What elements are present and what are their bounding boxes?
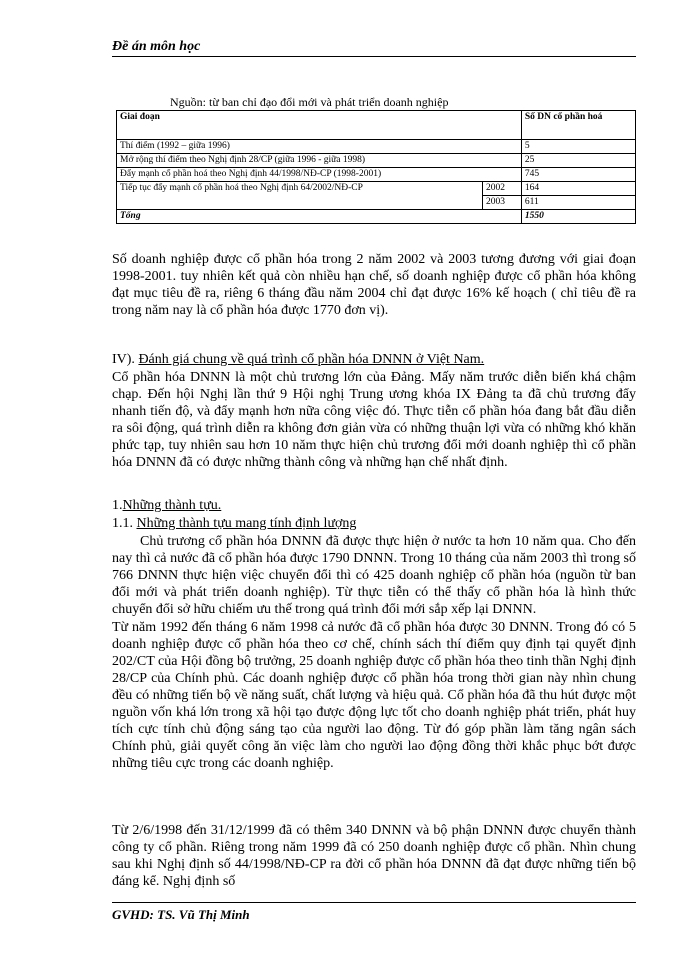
privatization-table bbox=[116, 110, 636, 224]
row-stage: Đẩy mạnh cổ phần hoá theo Nghị định 44/1998/NĐ-CP (1998-2001) bbox=[117, 168, 522, 182]
table-header-row bbox=[117, 111, 636, 140]
paragraph-1998-1999: Từ 2/6/1998 đến 31/12/1999 đã có thêm 340 DNNN và bộ phận DNNN được chuyển thành công ty cổ phần. Riêng trong năm 1999 đã có 250 doanh nghiệp được cổ phần. Nhìn chung sau khi Nghị định số 44/1998/NĐ-CP ra đời cổ phần hóa DNNN đã đạt được những tiến bộ đáng kể. Nghị định số bbox=[112, 823, 636, 889]
section-number: IV). bbox=[112, 352, 139, 367]
section-heading-iv bbox=[112, 351, 636, 368]
page-header: Đề án môn học bbox=[112, 39, 636, 57]
table-row bbox=[117, 140, 636, 154]
row-stage: Mở rộng thí điểm theo Nghị định 28/CP (giữa 1996 - giữa 1998) bbox=[117, 154, 522, 168]
table-row bbox=[117, 182, 636, 196]
page-footer: GVHD: TS. Vũ Thị Minh bbox=[112, 902, 636, 923]
heading-quantitative bbox=[112, 515, 636, 532]
heading-title: Những thành tựu mang tính định lượng bbox=[136, 516, 357, 531]
header-count: Số DN cổ phần hoá bbox=[521, 111, 635, 140]
row-count: 164 bbox=[521, 182, 635, 196]
total-value: 1550 bbox=[521, 210, 635, 224]
table-caption: Nguồn: từ ban chỉ đạo đổi mới và phát triển doanh nghiệp bbox=[170, 95, 449, 109]
header-stage: Giai đoạn bbox=[117, 111, 522, 140]
total-label: Tổng bbox=[117, 210, 522, 224]
heading-number: 1. bbox=[112, 498, 123, 513]
heading-title: Những thành tựu. bbox=[122, 498, 222, 513]
paragraph-results: Chủ trương cổ phần hóa DNNN đã được thực hiện ở nước ta hơn 10 năm qua. Cho đến nay thì cả nước đã cổ phần hóa được 1790 DNNN. Trong 10 tháng của năm 2003 thì trong số 766 DNNN thực hiện việc chuyển đổi thì có 425 doanh nghiệp cổ phần hóa (nguồn từ ban đổi mới và phát triển doanh nghiệp). Từ thực tiễn có thể thấy cổ phần hóa là hình thức chuyển đổi sở hữu chiếm ưu thế trong quá trình đổi mới sắp xếp lại DNNN. bbox=[112, 534, 636, 617]
table-total-row bbox=[117, 210, 636, 224]
row-year: 2003 bbox=[482, 196, 521, 210]
row-count: 745 bbox=[521, 168, 635, 182]
row-count: 611 bbox=[521, 196, 635, 210]
paragraph-overview: Cổ phần hóa DNNN là một chủ trương lớn của Đảng. Mấy năm trước diễn biến khá chậm chạp. Đến hội Nghị lần thứ 9 Hội nghị Trung ương khóa IX Đảng ta đã chủ trương đẩy nhanh tiến độ, và đẩy mạnh hơn nữa công việc đó. Thực tiễn cổ phần hóa đang bắt đầu diễn ra sôi động, quá trình diễn ra không đơn giản vừa có những thuận lợi vừa có những khó khăn phức tạp, tuy nhiên sau hơn 10 năm thực hiện chủ trương đổi mới doanh nghiệp thì cổ phần hóa DNNN đã có được những thành công và những hạn chế nhất định. bbox=[112, 370, 636, 470]
heading-number: 1.1. bbox=[112, 516, 137, 531]
row-count: 25 bbox=[521, 154, 635, 168]
row-year: 2002 bbox=[482, 182, 521, 196]
paragraph-summary: Số doanh nghiệp được cổ phần hóa trong 2 năm 2002 và 2003 tương đương với giai đoạn 1998-2001. tuy nhiên kết quả còn nhiều hạn chế, số doanh nghiệp được cổ phần hóa không đạt mục tiêu đề ra, riêng 6 tháng đầu năm 2004 chỉ đạt được 16% kế hoạch ( chỉ tiêu đề ra trong năm nay là cổ phần hóa được 1770 đơn vị). bbox=[112, 252, 636, 318]
section-title: Đánh giá chung về quá trình cổ phần hóa DNNN ở Việt Nam. bbox=[138, 352, 485, 367]
paragraph-1992-1998: Từ năm 1992 đến tháng 6 năm 1998 cả nước đã cổ phần hóa được 30 DNNN. Trong đó có 5 doanh nghiệp được cổ phần hóa theo cơ chế, chính sách thí điểm quy định tại quyết định 202/CT của Hội đồng bộ trưởng, 25 doanh nghiệp được cổ phần hóa theo tinh thần Nghị định 28/CP của Chính phủ. Các doanh nghiệp được cổ phần hóa trong thời gian này nhìn chung đều có những tiến bộ về năng suất, chất lượng và hiệu quả. Cổ phần hóa đã thu hút được một nguồn vốn khá lớn trong xã hội tạo được động lực tốt cho doanh nghiệp phát triển, phát huy tích cực tính chủ động sáng tạo của người lao động. Từ đó góp phần làm tăng ngân sách Chính phủ, giải quyết công ăn việc làm cho người lao động đồng thời khắc phục bớt được những tiêu cực trong các doanh nghiệp. bbox=[112, 620, 636, 771]
table-row bbox=[117, 154, 636, 168]
row-stage: Tiếp tục đẩy mạnh cổ phần hoá theo Nghị định 64/2002/NĐ-CP bbox=[117, 182, 483, 210]
row-stage: Thí điểm (1992 – giữa 1996) bbox=[117, 140, 522, 154]
row-count: 5 bbox=[521, 140, 635, 154]
heading-achievements bbox=[112, 497, 636, 514]
table-row bbox=[117, 168, 636, 182]
